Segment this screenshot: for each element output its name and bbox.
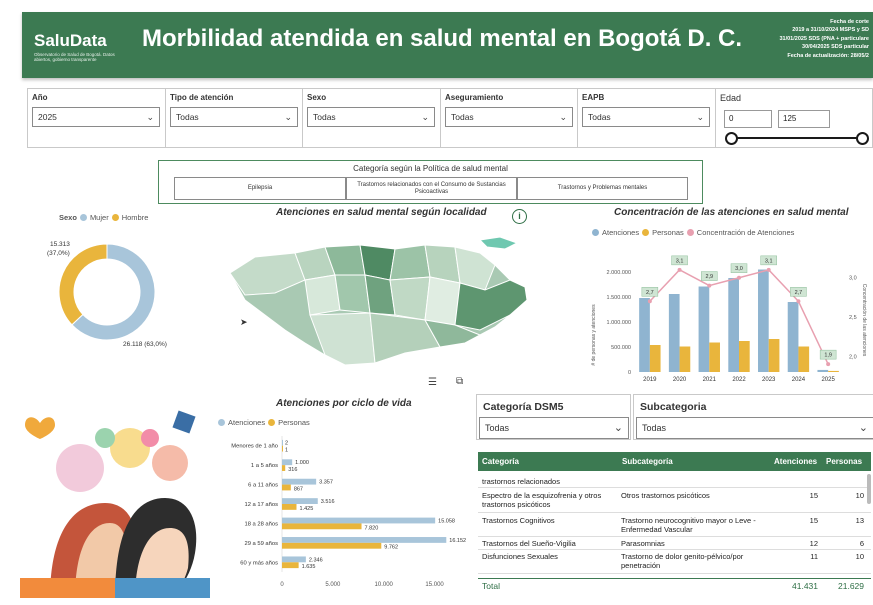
page-title: Morbilidad atendida en salud mental en Bogotá D. C. (142, 25, 743, 52)
map-region-localidad[interactable] (335, 275, 370, 313)
bar-personas (282, 465, 285, 471)
filter-eapb (578, 89, 716, 147)
legend-concentracion: Concentración de Atenciones (696, 228, 795, 237)
value-label-personas: 316 (288, 466, 298, 473)
value-label-atenciones: 2 (285, 440, 289, 447)
update-info (779, 18, 869, 60)
y2-tick-label: 2,5 (849, 315, 857, 321)
bar-atenciones-2022 (728, 278, 739, 372)
edad-slider-track[interactable] (730, 137, 864, 139)
table-row[interactable] (478, 513, 871, 537)
bar-personas (282, 523, 362, 529)
info-icon[interactable]: i (512, 209, 527, 224)
y-tick-label: 1.500.000 (606, 295, 631, 301)
ciclo-legend (218, 418, 310, 427)
edad-min-input[interactable]: 0 (724, 110, 772, 128)
categoria-politica-slicer (158, 160, 703, 204)
map-region-localidad[interactable] (310, 313, 375, 365)
dropdown-value: Todas (588, 112, 611, 122)
categoria-dsm5-filter (476, 394, 631, 440)
value-label-personas: 7.820 (364, 525, 379, 532)
sexo-donut-chart (55, 240, 165, 350)
total-personas: 21.629 (838, 581, 864, 591)
concentracion-chart (585, 240, 873, 390)
header-banner (22, 12, 873, 78)
concentracion-point (737, 276, 741, 280)
filter-label: Edad (720, 93, 742, 103)
slicer-title: Categoría según la Política de salud mental (353, 164, 508, 173)
value-label-atenciones: 3.357 (319, 479, 333, 486)
value-label-personas: 1.635 (301, 564, 316, 571)
bar-atenciones (282, 498, 318, 504)
dropdown-value: Todas (642, 423, 667, 433)
edad-slider-min-handle[interactable] (725, 132, 738, 145)
value-label-personas: 1.425 (299, 505, 314, 512)
bar-atenciones (282, 479, 316, 485)
cell-atenciones: 15 (809, 516, 818, 525)
bar-atenciones (282, 459, 292, 465)
saludata-logo: SaluData (34, 31, 107, 50)
value-label-personas: 867 (293, 486, 304, 493)
point-label: 3,1 (764, 258, 773, 265)
hombre-pct-label: (37,0%) (47, 250, 70, 257)
legend-dot (687, 229, 694, 236)
cell-categoria: Trastornos del Sueño-Vigilia (482, 539, 576, 548)
mental-health-illustration (20, 408, 210, 598)
legend-dot (218, 419, 225, 426)
bar-atenciones-2024 (788, 302, 799, 372)
legend-personas: Personas (278, 418, 310, 427)
anio-dropdown[interactable] (32, 107, 160, 127)
ciclo-vida-chart (212, 430, 474, 600)
legend-dot (592, 229, 599, 236)
map-region-localidad[interactable] (425, 277, 460, 325)
concentracion-point (707, 284, 711, 288)
concentracion-point (767, 268, 771, 272)
filter-bar (27, 88, 873, 148)
total-atenciones: 41.431 (792, 581, 818, 591)
bar-atenciones (282, 556, 306, 562)
subcategoria-dropdown[interactable] (636, 417, 873, 439)
column-header-categoria[interactable]: Categoría (478, 452, 618, 471)
point-label: 2,9 (705, 274, 714, 281)
cell-personas: 10 (855, 491, 864, 500)
ciclo-vida-title: Atenciones por ciclo de vida (276, 398, 412, 409)
cell-categoria: Disfunciones Sexuales (482, 552, 558, 561)
legend-dot-hombre (112, 214, 119, 221)
bar-atenciones-2019 (639, 298, 650, 372)
legend-dot (268, 419, 275, 426)
concentracion-point (796, 299, 800, 303)
table-scrollbar[interactable] (867, 474, 871, 504)
point-label: 3,0 (735, 266, 743, 273)
map-region-localidad[interactable] (455, 280, 527, 330)
concentracion-point (826, 362, 830, 366)
bar-atenciones (282, 440, 283, 446)
dropdown-value: Todas (451, 112, 474, 122)
x-tick-label: 15.000 (425, 582, 444, 588)
cell-atenciones: 12 (809, 539, 818, 548)
value-label-atenciones: 3.516 (320, 499, 335, 505)
subcategoria-filter (633, 394, 873, 440)
info-line: 31/01/2025 SDS (PNA + particulare (779, 35, 869, 42)
y2-axis-label: Concentración de las atenciones (861, 283, 867, 357)
chevron-down-icon: ⌄ (146, 112, 154, 122)
hombre-value-label: 15.313 (50, 241, 70, 248)
x-tick-label: 2022 (732, 377, 746, 383)
localidad-map[interactable] (225, 235, 535, 375)
mujer-value-label: 26.118 (63,0%) (123, 341, 167, 348)
info-line: Fecha de corte (830, 19, 869, 25)
bar-personas (282, 562, 299, 568)
concentracion-point (648, 299, 652, 303)
dsm5-label: Categoría DSM5 (483, 401, 564, 413)
filter-tipo-atencion (166, 89, 303, 147)
bar-personas-2025 (828, 371, 839, 372)
dsm5-table (478, 452, 873, 605)
sexo-dropdown[interactable] (307, 107, 435, 127)
table-row[interactable] (478, 550, 871, 574)
cell-atenciones: 11 (810, 552, 818, 561)
categoria-dsm5-dropdown[interactable] (479, 417, 629, 439)
bar-personas-2024 (798, 347, 809, 373)
bar-atenciones-2023 (758, 270, 769, 373)
logo-subtitle: Observatorio de Salud de Bogotá. Datos abiertos, gobierno transparente (34, 52, 115, 62)
cell-subcategoria: Trastorno neurocognitivo mayor o Leve - Enfermedad Vascular (621, 516, 756, 534)
chevron-down-icon: ⌄ (284, 112, 292, 122)
category-label: 1 a 5 años (250, 463, 278, 470)
map-region-localidad[interactable] (390, 277, 430, 320)
cell-atenciones: 15 (809, 491, 818, 500)
total-label: Total (482, 581, 500, 591)
dropdown-value: 2025 (38, 112, 57, 122)
bar-personas-2021 (709, 343, 720, 373)
category-label: 18 a 28 años (244, 521, 278, 528)
edad-max-input[interactable]: 125 (778, 110, 830, 128)
x-tick-label: 2025 (821, 377, 835, 383)
x-tick-label: 2021 (702, 377, 716, 383)
x-tick-label: 5.000 (325, 582, 341, 588)
cell-subcategoria: Otros trastornos psicóticos (621, 491, 710, 500)
bar-personas-2023 (769, 339, 780, 372)
cell-subcategoria: Parasomnias (621, 539, 665, 548)
legend-atenciones: Atenciones (228, 418, 266, 427)
filter-label: Aseguramiento (445, 93, 504, 102)
x-tick-label: 2019 (643, 377, 657, 383)
expand-icon[interactable]: ⧉ (456, 376, 464, 387)
table-row[interactable] (478, 471, 871, 488)
legend-dot-mujer (80, 214, 87, 221)
bar-personas-2020 (680, 347, 691, 373)
info-line: Fecha de actualización: 28/05/2 (787, 52, 869, 59)
point-label: 3,1 (675, 258, 684, 265)
y-axis-label: # de personas y atenciones (591, 304, 597, 366)
dropdown-value: Todas (485, 423, 510, 433)
bar-atenciones-2021 (699, 287, 710, 373)
value-label-atenciones: 1.000 (295, 460, 309, 467)
map-region-sumapaz[interactable] (480, 237, 517, 249)
dropdown-value: Todas (176, 112, 199, 122)
value-label-personas: 1 (285, 447, 289, 454)
filter-aseguramiento (441, 89, 578, 147)
category-label: Menores de 1 año (231, 443, 278, 450)
cell-categoria: Espectro de la esquizofrenia y otros trastornos psicóticos (482, 491, 602, 509)
y-tick-label: 500.000 (611, 345, 631, 351)
edad-slider-max-handle[interactable] (856, 132, 869, 145)
bar-personas (282, 446, 283, 452)
total-divider (478, 578, 871, 579)
x-tick-label: 2024 (791, 377, 806, 383)
north-arrow-icon: ➤ (240, 317, 248, 327)
table-row[interactable] (478, 488, 871, 513)
chevron-down-icon: ⌄ (421, 112, 429, 122)
bar-personas (282, 504, 296, 510)
chevron-down-icon: ⌄ (858, 422, 868, 434)
x-tick-label: 0 (280, 582, 284, 588)
categoria-spa-button[interactable]: Trastornos relacionados con el Consumo de Sustancias Psicoactivas (346, 177, 517, 200)
filter-anio (28, 89, 166, 147)
filter-label: Año (32, 93, 48, 102)
category-label: 6 a 11 años (248, 482, 278, 489)
concentracion-legend (592, 228, 794, 237)
cell-subcategoria: Trastorno de dolor genito-pélvico/por penetración (621, 552, 744, 570)
legend-title: Sexo (59, 213, 77, 222)
point-label: 2,7 (794, 289, 803, 296)
concentracion-title: Concentración de las atenciones en salud mental (614, 207, 849, 218)
cell-personas: 13 (855, 516, 864, 525)
y2-tick-label: 2,0 (849, 354, 857, 361)
filter-icon[interactable]: ☰ (428, 377, 437, 388)
table-row[interactable] (478, 537, 871, 550)
tipo-atencion-dropdown[interactable] (170, 107, 298, 127)
bar-atenciones (282, 537, 446, 543)
chevron-down-icon: ⌄ (696, 112, 704, 122)
sexo-legend (59, 213, 148, 222)
x-tick-label: 2020 (672, 377, 687, 383)
category-label: 29 a 59 años (244, 540, 278, 547)
map-region-localidad[interactable] (390, 245, 430, 280)
filter-edad (716, 89, 872, 147)
column-header-atenciones[interactable]: Atenciones (770, 452, 822, 471)
subcategoria-label: Subcategoria (640, 401, 707, 413)
x-tick-label: 2023 (762, 377, 776, 383)
map-region-localidad[interactable] (305, 275, 340, 315)
bar-atenciones-2020 (669, 294, 680, 372)
y-tick-label: 1.000.000 (606, 320, 631, 326)
x-tick-label: 10.000 (374, 582, 393, 588)
filter-label: Tipo de atención (170, 93, 234, 102)
concentracion-point (678, 268, 682, 272)
categoria-epilepsia-button[interactable]: Epilepsia (174, 177, 346, 200)
category-label: 12 a 17 años (244, 502, 278, 508)
value-label-atenciones: 16.152 (449, 537, 467, 544)
categoria-trastornos-button[interactable]: Trastornos y Problemas mentales (517, 177, 688, 200)
y-tick-label: 2.000.000 (606, 270, 631, 276)
bar-atenciones-2025 (817, 370, 828, 372)
eapb-dropdown[interactable] (582, 107, 710, 127)
legend-dot (642, 229, 649, 236)
chevron-down-icon: ⌄ (613, 422, 623, 434)
y2-tick-label: 3,0 (849, 275, 857, 282)
info-line: 2019 a 31/10/2024 MSPS y SD (792, 27, 869, 34)
dropdown-value: Todas (313, 112, 336, 122)
filter-label: Sexo (307, 93, 327, 102)
value-label-atenciones: 2.346 (308, 557, 323, 564)
aseguramiento-dropdown[interactable] (445, 107, 573, 127)
legend-hombre: Hombre (121, 213, 149, 222)
cell-personas: 10 (855, 552, 864, 561)
value-label-atenciones: 15.058 (438, 518, 455, 525)
map-title: Atenciones en salud mental según localidad (276, 207, 487, 218)
cell-categoria: trastornos relacionados (482, 477, 560, 486)
legend-mujer: Mujer (89, 213, 109, 222)
filter-sexo (303, 89, 441, 147)
legend-personas: Personas (652, 228, 684, 237)
cell-personas: 6 (859, 539, 864, 548)
chevron-down-icon: ⌄ (559, 112, 567, 122)
bar-atenciones (282, 518, 435, 524)
bar-personas-2019 (650, 345, 661, 372)
column-header-personas[interactable]: Personas (822, 452, 871, 471)
bar-personas-2022 (739, 341, 750, 372)
point-label: 1,9 (824, 352, 832, 359)
y-tick-label: 0 (627, 370, 631, 376)
point-label: 2,7 (646, 289, 654, 296)
column-header-subcategoria[interactable]: Subcategoría (618, 452, 770, 471)
bar-personas (282, 543, 381, 549)
cell-categoria: Trastornos Cognitivos (482, 516, 555, 525)
legend-atenciones: Atenciones (602, 228, 640, 237)
filter-label: EAPB (582, 93, 605, 102)
category-label: 60 y más años (240, 560, 278, 567)
value-label-personas: 9.762 (384, 544, 399, 551)
bar-personas (282, 485, 291, 491)
info-line: 30/04/2025 SDS particular (802, 44, 869, 51)
